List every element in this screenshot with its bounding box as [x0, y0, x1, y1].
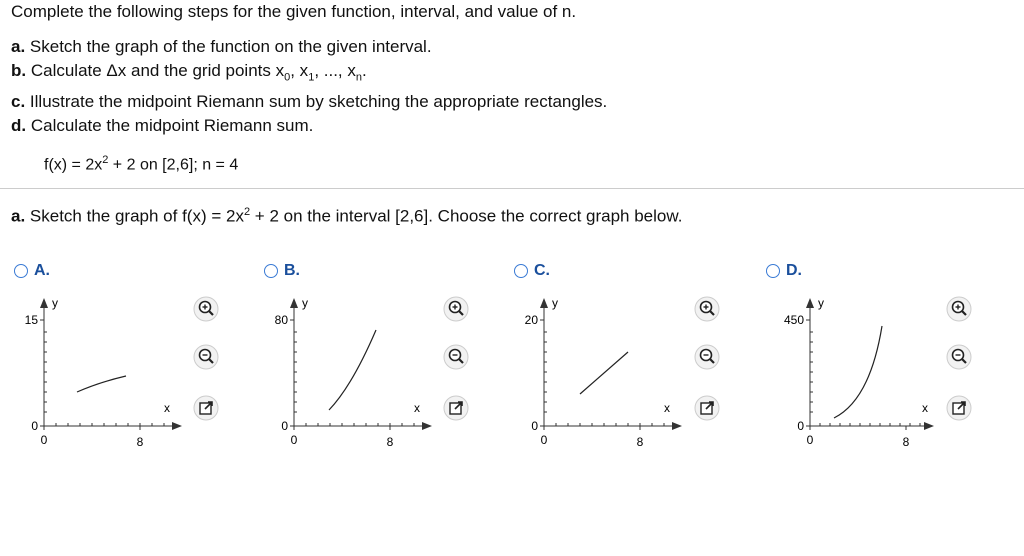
graph-a: [22, 296, 217, 456]
question-letter: a.: [11, 206, 26, 226]
x-label-d: x: [922, 401, 928, 415]
graph-b: [272, 296, 467, 456]
step-c-text: Illustrate the midpoint Riemann sum by sketching the appropriate rectangles.: [25, 92, 608, 111]
zoom-in-icon[interactable]: [694, 296, 720, 322]
step-c: [11, 92, 607, 112]
radio-c[interactable]: [514, 264, 528, 278]
y-label-d: y: [818, 296, 824, 310]
grid-end: .: [362, 61, 367, 80]
grid-n-sub: n: [355, 71, 362, 84]
grid-x1-sub: 1: [308, 71, 315, 84]
divider: [0, 188, 1024, 189]
x-zero-a: 0: [40, 433, 48, 447]
y-zero-d: 0: [797, 419, 804, 433]
grid-x0-sub: 0: [284, 71, 291, 84]
x-arrow-icon: [422, 422, 432, 430]
x-arrow-icon: [172, 422, 182, 430]
y-zero-b: 0: [281, 419, 288, 433]
zoom-in-icon[interactable]: [193, 296, 219, 322]
y-arrow-icon: [540, 298, 548, 308]
y-arrow-icon: [806, 298, 814, 308]
y-tick-d: 450: [783, 313, 804, 327]
option-d-letter: D.: [786, 262, 802, 279]
option-b[interactable]: [264, 262, 300, 280]
x-zero-b: 0: [290, 433, 298, 447]
option-a[interactable]: [14, 262, 50, 280]
curve-a: [77, 376, 126, 392]
y-zero-a: 0: [31, 419, 38, 433]
zoom-in-icon[interactable]: [443, 296, 469, 322]
zoom-out-icon[interactable]: [443, 344, 469, 370]
step-d-text: Calculate the midpoint Riemann sum.: [26, 116, 314, 135]
radio-d[interactable]: [766, 264, 780, 278]
option-c[interactable]: [514, 262, 550, 280]
x-zero-c: 0: [540, 433, 548, 447]
step-b: [11, 61, 367, 83]
popout-icon[interactable]: [443, 395, 469, 421]
popout-icon[interactable]: [946, 395, 972, 421]
x-tick-d: 8: [902, 435, 910, 449]
function-suffix: + 2 on [2,6]; n = 4: [108, 156, 239, 174]
step-b-text: Calculate Δx and the grid points x: [26, 61, 285, 80]
y-tick-a: 15: [24, 313, 38, 327]
x-label-a: x: [164, 401, 170, 415]
step-a-text: Sketch the graph of the function on the given interval.: [25, 37, 432, 56]
zoom-in-icon[interactable]: [946, 296, 972, 322]
x-tick-b: 8: [386, 435, 394, 449]
zoom-out-icon[interactable]: [193, 344, 219, 370]
y-label-b: y: [302, 296, 308, 310]
option-d[interactable]: [766, 262, 802, 280]
step-a-letter: a.: [11, 37, 26, 56]
y-label-c: y: [552, 296, 558, 310]
graph-d: [774, 296, 969, 456]
x-tick-a: 8: [136, 435, 144, 449]
y-arrow-icon: [40, 298, 48, 308]
step-d-letter: d.: [11, 116, 27, 135]
popout-icon[interactable]: [694, 395, 720, 421]
y-tick-b: 80: [274, 313, 288, 327]
step-a: [11, 37, 432, 57]
question-text: [11, 206, 682, 227]
x-tick-c: 8: [636, 435, 644, 449]
x-arrow-icon: [672, 422, 682, 430]
function-exp: 2: [102, 154, 109, 166]
curve-b: [329, 330, 376, 410]
question-exp: 2: [243, 206, 251, 218]
function-prefix: f(x) = 2x: [44, 156, 103, 174]
x-label-c: x: [664, 401, 670, 415]
step-c-letter: c.: [11, 92, 26, 111]
curve-c: [580, 352, 628, 394]
function-statement: [44, 154, 238, 174]
y-tick-c: 20: [524, 313, 538, 327]
step-b-letter: b.: [11, 61, 27, 80]
radio-a[interactable]: [14, 264, 28, 278]
step-d: [11, 116, 313, 136]
zoom-out-icon[interactable]: [946, 344, 972, 370]
question-suffix: + 2 on the interval [2,6]. Choose the correct graph below.: [250, 206, 683, 226]
zoom-out-icon[interactable]: [694, 344, 720, 370]
option-c-letter: C.: [534, 262, 550, 279]
popout-icon[interactable]: [193, 395, 219, 421]
y-zero-c: 0: [531, 419, 538, 433]
question-prefix: Sketch the graph of f(x) = 2x: [25, 206, 244, 226]
y-arrow-icon: [290, 298, 298, 308]
x-zero-d: 0: [806, 433, 814, 447]
x-arrow-icon: [924, 422, 934, 430]
y-label-a: y: [52, 296, 58, 310]
option-a-letter: A.: [34, 262, 50, 279]
intro-text: Complete the following steps for the given function, interval, and value of n.: [11, 2, 577, 21]
option-b-letter: B.: [284, 262, 300, 279]
x-label-b: x: [414, 401, 420, 415]
grid-sep: , x: [290, 61, 309, 80]
radio-b[interactable]: [264, 264, 278, 278]
graph-c: [522, 296, 717, 456]
curve-d: [834, 326, 882, 418]
grid-ellipsis: , ..., x: [314, 61, 356, 80]
